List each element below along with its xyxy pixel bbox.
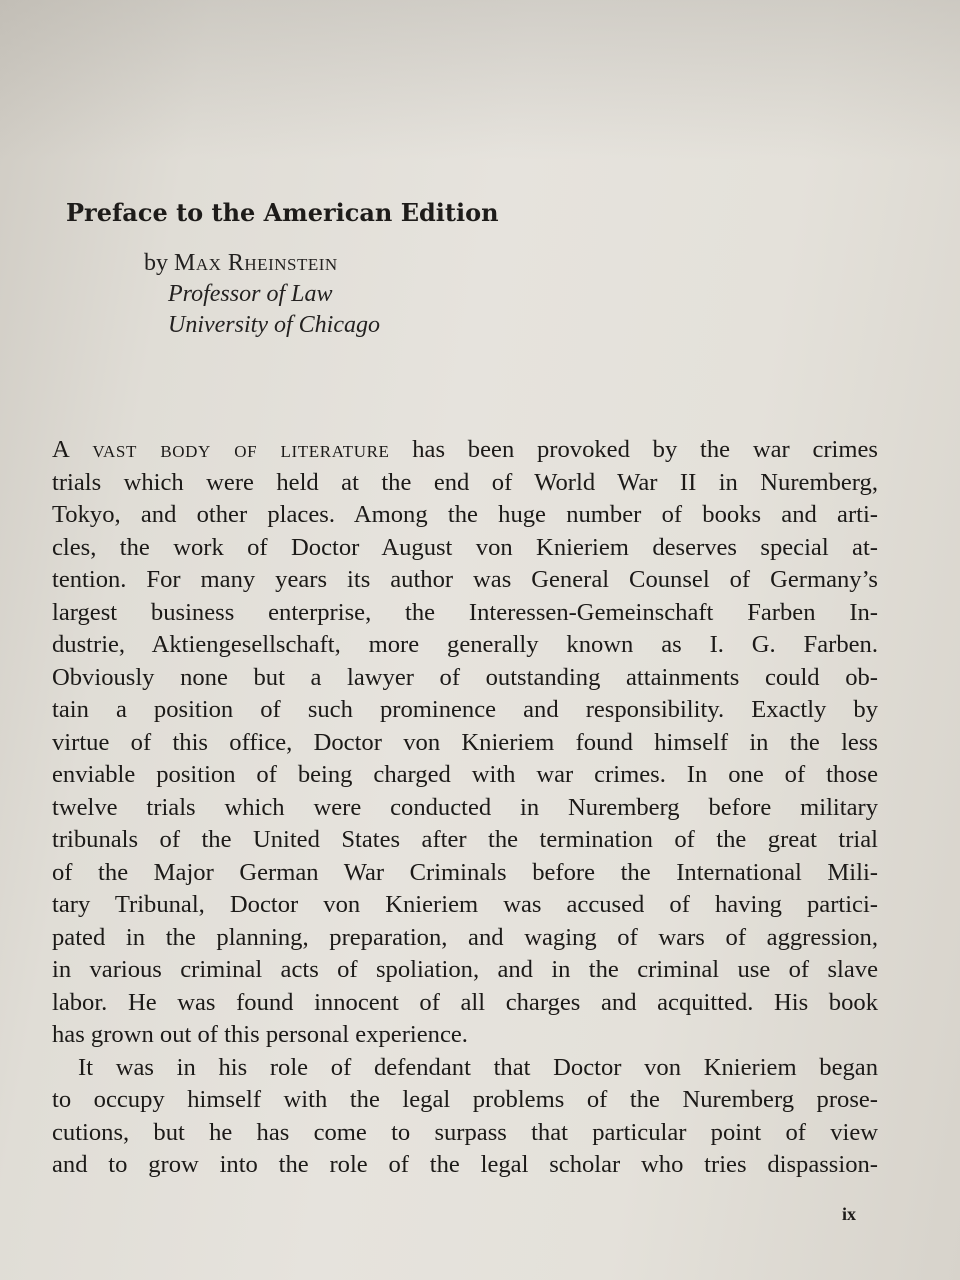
chapter-title: Preface to the American Edition (66, 198, 499, 227)
text-line: A vast body of literature has been provoked by the war crimes (52, 436, 879, 463)
text-line: It was in his role of defendant that Doctor von Knieriem began (78, 1053, 878, 1081)
page-number: ix (842, 1204, 857, 1224)
page-shadow (0, 0, 960, 160)
byline (144, 250, 338, 277)
text-line: to occupy himself with the legal problems of the Nuremberg prose- (52, 1086, 878, 1113)
text-line: tention. For many years its author was General Counsel of Germany’s (52, 566, 878, 593)
text-line: has grown out of this personal experience. (52, 1021, 468, 1048)
text-line: of the Major German War Criminals before the International Mili- (52, 858, 878, 886)
body-text (52, 434, 878, 1182)
paragraph-2 (52, 1052, 878, 1182)
lead-in: A vast body of literature (52, 436, 390, 463)
text-line: largest business enterprise, the Interessen-Gemeinschaft Farben In- (52, 598, 878, 626)
text-line: twelve trials which were conducted in Nuremberg before military (52, 793, 878, 821)
text-line: in various criminal acts of spoliation, and in the criminal use of slave (52, 956, 878, 983)
author-institution: University of Chicago (168, 312, 380, 338)
text-line: pated in the planning, preparation, and waging of wars of aggression, (52, 923, 878, 951)
text-line: Tokyo, and other places. Among the huge number of books and arti- (52, 501, 878, 528)
author-position: Professor of Law (168, 281, 333, 307)
text-line: tribunals of the United States after the termination of the great trial (52, 826, 878, 853)
text-line: cutions, but he has come to surpass that particular point of view (52, 1118, 878, 1146)
text-line: tain a position of such prominence and responsibility. Exactly by (52, 696, 878, 723)
text-line: labor. He was found innocent of all charges and acquitted. His book (52, 988, 878, 1016)
text-line: trials which were held at the end of World War II in Nuremberg, (52, 468, 878, 496)
author-name: Max Rheinstein (174, 250, 338, 276)
byline-prefix: by (144, 250, 168, 276)
text-line: dustrie, Aktiengesellschaft, more generally known as I. G. Farben. (52, 631, 878, 658)
text-line: cles, the work of Doctor August von Knieriem deserves special at- (52, 533, 878, 561)
text-line: virtue of this office, Doctor von Knieriem found himself in the less (52, 728, 878, 756)
paragraph-1 (52, 434, 878, 1052)
text-line: Obviously none but a lawyer of outstanding attainments could ob- (52, 663, 878, 691)
text-line: and to grow into the role of the legal scholar who tries dispassion- (52, 1151, 878, 1178)
text-line: enviable position of being charged with war crimes. In one of those (52, 761, 878, 788)
text-line: tary Tribunal, Doctor von Knieriem was accused of having partici- (52, 891, 878, 918)
